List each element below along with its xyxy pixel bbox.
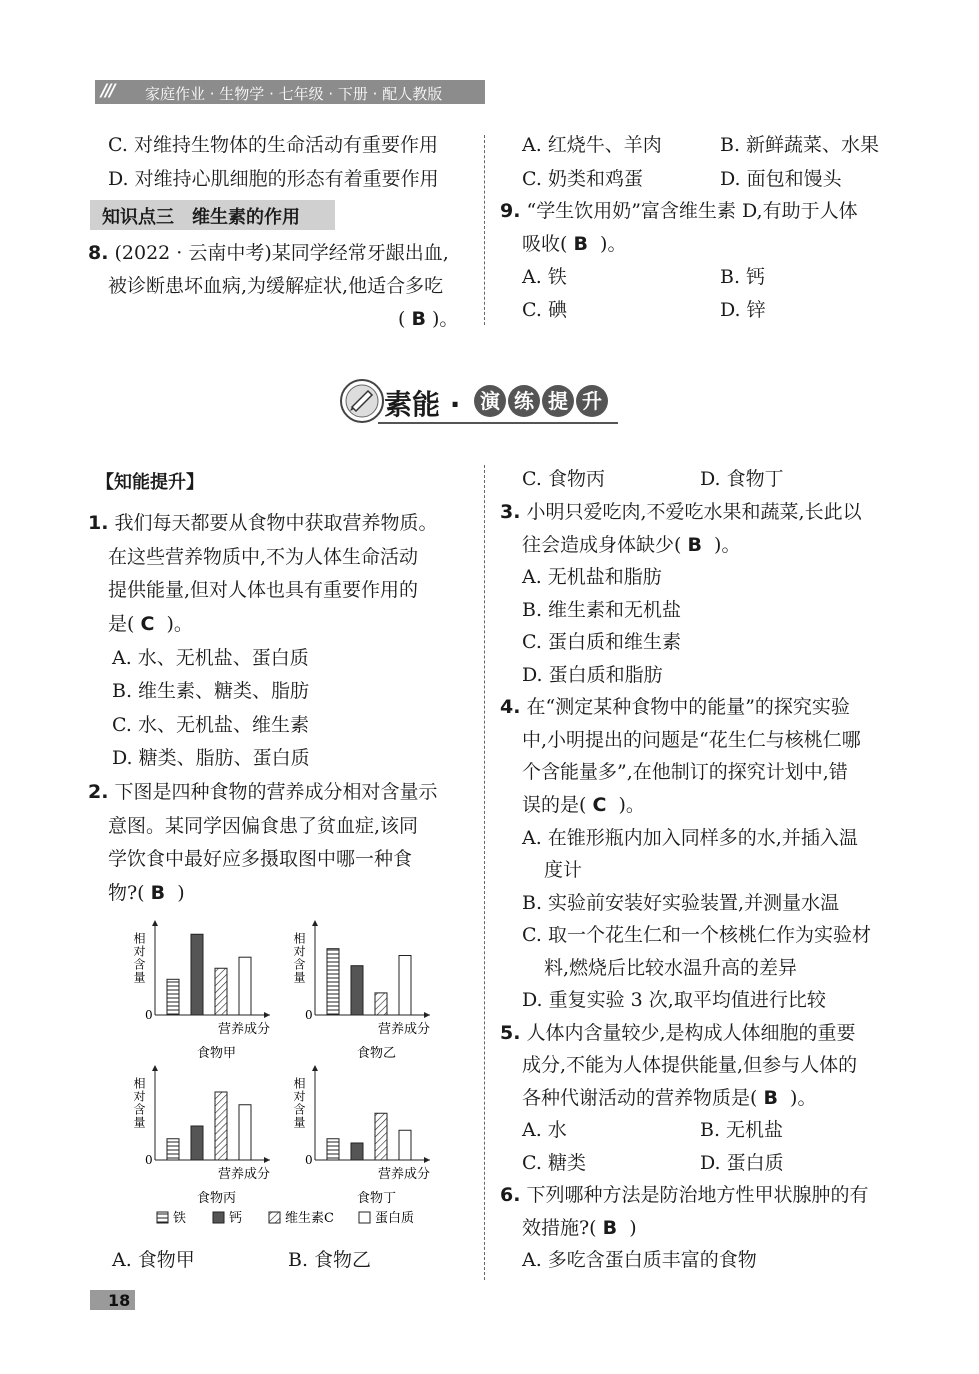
- q2-text4-end: ): [177, 882, 185, 904]
- chart-bar-维生素C: [375, 1113, 387, 1160]
- chart-bar-蛋白质: [399, 1130, 411, 1160]
- chart-panel-title: 食物乙: [357, 1046, 397, 1061]
- chart-bar-铁: [327, 1139, 339, 1160]
- chart-x-arrow: [424, 1157, 430, 1163]
- q5-option-d: D. 蛋白质: [700, 1152, 784, 1174]
- q8-paren-close: )。: [432, 308, 459, 330]
- q4-option-b: B. 实验前安装好实验装置,并测量水温: [522, 892, 840, 914]
- q5-option-c: C. 糖类: [522, 1152, 586, 1174]
- q1-line4: [108, 611, 193, 637]
- legend-swatch-铁: [157, 1212, 168, 1223]
- chart-y-arrow: [312, 920, 318, 926]
- q3-text1: 小明只爱吃肉,不爱吃水果和蔬菜,长此以: [526, 501, 862, 523]
- q2-option-b: B. 食物乙: [288, 1249, 372, 1271]
- chart-bar-蛋白质: [239, 957, 251, 1015]
- q5-option-a: A. 水: [522, 1119, 567, 1141]
- chart-ylabel: 相对含量: [132, 1077, 146, 1129]
- chart-bar-钙: [351, 1143, 363, 1160]
- q8-paren-open: (: [398, 308, 406, 330]
- legend-label-钙: 钙: [229, 1211, 243, 1226]
- q1-text4-end: )。: [166, 613, 193, 635]
- q3-line2: [522, 532, 740, 558]
- q8-answer: B: [411, 308, 426, 330]
- legend-label-铁: 铁: [173, 1211, 187, 1226]
- legend-swatch-蛋白质: [359, 1212, 370, 1223]
- q5-option-b: B. 无机盐: [700, 1119, 784, 1141]
- q2-number: 2.: [88, 781, 109, 803]
- q1-option-b: B. 维生素、糖类、脂肪: [112, 680, 310, 702]
- chart-y-arrow: [152, 920, 158, 926]
- q1-answer: C: [140, 613, 155, 635]
- q4-option-c: C. 取一个花生仁和一个核桃仁作为实验材: [522, 924, 871, 946]
- q6-line1: [500, 1182, 869, 1208]
- page-number-box: [90, 1290, 135, 1310]
- chart-x-arrow: [264, 1012, 270, 1018]
- q5-text3-end: )。: [790, 1087, 817, 1109]
- chart-bar-钙: [191, 1126, 203, 1160]
- q3-number: 3.: [500, 501, 521, 523]
- q4-line1: [500, 694, 850, 720]
- q5-number: 5.: [500, 1022, 521, 1044]
- q1-text4: 是(: [108, 613, 135, 635]
- q6-answer: B: [602, 1217, 618, 1239]
- header-slashes: ///: [101, 81, 114, 101]
- q2-text4: 物?(: [108, 882, 145, 904]
- chart-y-arrow: [152, 1065, 158, 1071]
- q1-option-d: D. 糖类、脂肪、蛋白质: [112, 747, 310, 769]
- q4-line2: 中,小明提出的问题是“花生仁与核桃仁哪: [522, 729, 861, 751]
- nutrient-chart: [125, 920, 465, 1235]
- q4-text4-end: )。: [618, 794, 645, 816]
- legend-swatch-钙: [213, 1212, 224, 1223]
- q8-line2: 被诊断患坏血病,为缓解症状,他适合多吃: [108, 275, 444, 297]
- q3-text2: 往会造成身体缺少(: [522, 534, 682, 556]
- chart-bar-铁: [167, 1139, 179, 1160]
- chart-panel-4: [292, 1065, 430, 1206]
- q9-answer: B: [573, 233, 588, 255]
- q3-option-a: A. 无机盐和脂肪: [522, 566, 662, 588]
- q6-line2: [522, 1215, 637, 1241]
- banner-circle-3: 提: [542, 385, 574, 417]
- chart-origin-label: 0: [305, 1008, 313, 1022]
- q4-line4: [522, 792, 645, 818]
- chart-x-arrow: [264, 1157, 270, 1163]
- header-title: 家庭作业 · 生物学 · 七年级 · 下册 · 配人教版: [145, 85, 443, 103]
- q9-line1: [500, 198, 858, 224]
- q2-line3: 学饮食中最好应多摄取图中哪一种食: [108, 848, 413, 870]
- q2-option-c: C. 食物丙: [522, 468, 605, 490]
- q4-option-a: A. 在锥形瓶内加入同样多的水,并插入温: [522, 827, 858, 849]
- chart-bar-铁: [167, 979, 179, 1015]
- chart-origin-label: 0: [305, 1153, 313, 1167]
- q1-option-c: C. 水、无机盐、维生素: [112, 714, 309, 736]
- chart-panel-1: [132, 920, 270, 1061]
- chart-panel-3: [132, 1065, 270, 1206]
- chart-panel-title: 食物丁: [357, 1191, 397, 1206]
- q8-option-a: A. 红烧牛、羊肉: [522, 134, 662, 156]
- q9-option-d: D. 锌: [720, 299, 766, 321]
- banner-circles: [474, 385, 610, 417]
- chart-bar-维生素C: [215, 1092, 227, 1160]
- q3-option-d: D. 蛋白质和脂肪: [522, 664, 663, 686]
- q6-text2-end: ): [629, 1217, 637, 1239]
- q1-text1: 我们每天都要从食物中获取营养物质。: [114, 512, 438, 534]
- q1-option-a: A. 水、无机盐、蛋白质: [112, 647, 309, 669]
- q9-option-c: C. 碘: [522, 299, 567, 321]
- chart-origin-label: 0: [145, 1008, 153, 1022]
- chart-xlabel: 营养成分: [378, 1022, 431, 1037]
- q4-number: 4.: [500, 696, 521, 718]
- q1-line2: 在这些营养物质中,不为人体生命活动: [108, 546, 419, 568]
- q8-option-b: B. 新鲜蔬菜、水果: [720, 134, 880, 156]
- q2-line1: [88, 779, 438, 805]
- q9-text2: 吸收(: [522, 233, 568, 255]
- q9-number: 9.: [500, 200, 521, 222]
- chart-y-arrow: [312, 1065, 318, 1071]
- chart-x-arrow: [424, 1012, 430, 1018]
- chart-xlabel: 营养成分: [378, 1167, 431, 1182]
- banner-title: 素能 ·: [384, 388, 461, 421]
- q5-text3: 各种代谢活动的营养物质是(: [522, 1087, 758, 1109]
- q8-number: 8.: [88, 242, 109, 264]
- prev-option-c: C. 对维持生物体的生命活动有重要作用: [108, 134, 438, 156]
- q6-text1: 下列哪种方法是防治地方性甲状腺肿的有: [526, 1184, 869, 1206]
- column-divider-top: [484, 135, 485, 325]
- chart-bar-维生素C: [215, 968, 227, 1015]
- q9-option-b: B. 钙: [720, 266, 766, 288]
- q2-answer: B: [150, 882, 166, 904]
- q4-text1: 在“测定某种食物中的能量”的探究实验: [526, 696, 850, 718]
- q5-line3: [522, 1085, 816, 1111]
- q4-answer: C: [592, 794, 607, 816]
- banner-circle-2: 练: [508, 385, 540, 417]
- q5-answer: B: [763, 1087, 778, 1109]
- knowledge-point-label: 知识点三 维生素的作用: [102, 207, 300, 228]
- q9-line2: [522, 231, 626, 257]
- q3-option-b: B. 维生素和无机盐: [522, 599, 682, 621]
- q8-answer-line: [398, 306, 458, 332]
- q8-option-c: C. 奶类和鸡蛋: [522, 168, 643, 190]
- chart-bar-维生素C: [375, 993, 387, 1015]
- column-divider-main: [484, 465, 485, 1280]
- chart-bar-蛋白质: [399, 956, 411, 1016]
- q5-text1: 人体内含量较少,是构成人体细胞的重要: [526, 1022, 856, 1044]
- legend-swatch-维生素C: [269, 1212, 280, 1223]
- pencil-book-icon: [338, 377, 388, 427]
- q1-line1: [88, 510, 438, 536]
- q9-text1: “学生饮用奶”富含维生素 D,有助于人体: [526, 200, 858, 222]
- chart-panel-title: 食物丙: [197, 1191, 237, 1206]
- q8-line1: [88, 240, 449, 266]
- chart-panel-2: [292, 920, 430, 1061]
- q9-option-a: A. 铁: [522, 266, 567, 288]
- q4-option-d: D. 重复实验 3 次,取平均值进行比较: [522, 989, 826, 1011]
- banner-circle-4: 升: [576, 385, 608, 417]
- q5-line1: [500, 1020, 856, 1046]
- q3-answer: B: [687, 534, 702, 556]
- legend-label-蛋白质: 蛋白质: [375, 1211, 415, 1226]
- q2-line4: [108, 880, 185, 906]
- page-number: 18: [108, 1291, 131, 1310]
- chart-bar-钙: [191, 934, 203, 1015]
- chart-bar-蛋白质: [239, 1105, 251, 1160]
- q2-line2: 意图。某同学因偏食患了贫血症,该同: [108, 815, 419, 837]
- q1-number: 1.: [88, 512, 109, 534]
- chart-ylabel: 相对含量: [292, 1077, 306, 1129]
- q1-line3: 提供能量,但对人体也具有重要作用的: [108, 579, 419, 601]
- chart-origin-label: 0: [145, 1153, 153, 1167]
- chart-bar-铁: [327, 949, 339, 1015]
- q4-text4: 误的是(: [522, 794, 587, 816]
- q4-option-c-cont: 料,燃烧后比较水温升高的差异: [544, 957, 798, 979]
- chart-xlabel: 营养成分: [218, 1167, 271, 1182]
- q4-option-a-cont: 度计: [544, 859, 583, 881]
- section-banner: [338, 375, 628, 431]
- q5-line2: 成分,不能为人体提供能量,但参与人体的: [522, 1054, 858, 1076]
- banner-circle-1: 演: [474, 385, 506, 417]
- q3-option-c: C. 蛋白质和维生素: [522, 631, 681, 653]
- chart-ylabel: 相对含量: [132, 932, 146, 984]
- q6-text2: 效措施?(: [522, 1217, 597, 1239]
- q8-option-d: D. 面包和馒头: [720, 168, 842, 190]
- q3-text2-end: )。: [714, 534, 741, 556]
- q3-line1: [500, 499, 862, 525]
- legend-label-维生素C: 维生素C: [285, 1211, 334, 1226]
- q4-line3: 个含能量多”,在他制订的探究计划中,错: [522, 761, 848, 783]
- q9-text2-end: )。: [600, 233, 627, 255]
- chart-bar-钙: [351, 966, 363, 1015]
- knowledge-point-heading: [90, 200, 335, 230]
- q2-option-d: D. 食物丁: [700, 468, 784, 490]
- q6-number: 6.: [500, 1184, 521, 1206]
- q6-option-a: A. 多吃含蛋白质丰富的食物: [522, 1249, 757, 1271]
- header-bar: [95, 80, 485, 104]
- chart-ylabel: 相对含量: [292, 932, 306, 984]
- prev-option-d: D. 对维持心肌细胞的形态有着重要作用: [108, 168, 439, 190]
- q2-text1: 下图是四种食物的营养成分相对含量示: [114, 781, 438, 803]
- q8-text1: (2022 · 云南中考)某同学经常牙龈出血,: [114, 242, 449, 264]
- banner-underline: [378, 422, 618, 424]
- chart-panel-title: 食物甲: [197, 1046, 237, 1061]
- q2-option-a: A. 食物甲: [112, 1249, 195, 1271]
- section-heading: 【知能提升】: [96, 472, 204, 493]
- chart-xlabel: 营养成分: [218, 1022, 271, 1037]
